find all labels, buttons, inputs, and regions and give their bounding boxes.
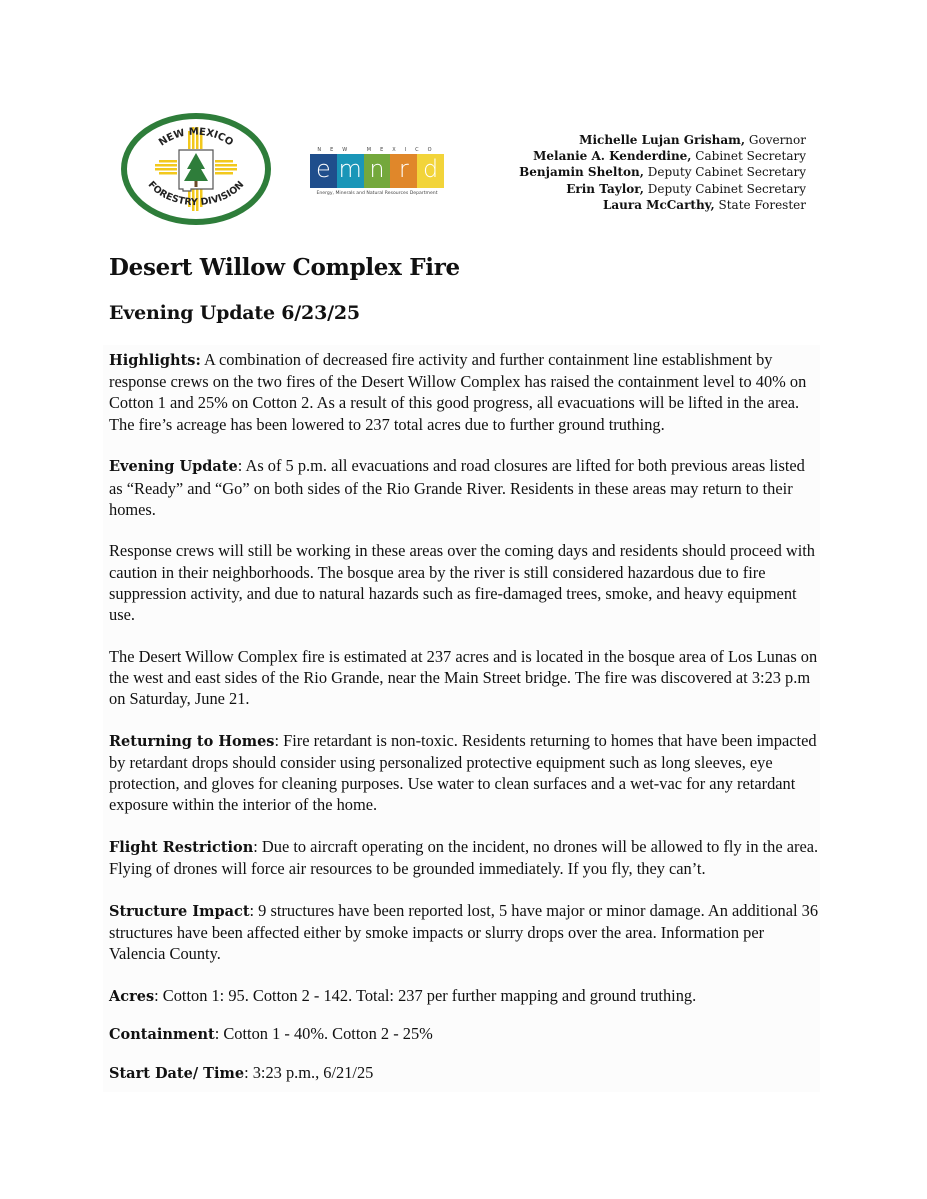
official-line [519, 197, 806, 213]
official-role: Deputy Cabinet Secretary [643, 165, 806, 180]
emnrd-caption: Energy, Minerals and Natural Resources Department [316, 191, 438, 196]
forestry-division-logo [121, 113, 271, 225]
official-name: Laura McCarthy, [602, 197, 715, 212]
highlights-paragraph [109, 349, 821, 435]
structure-impact-paragraph [109, 900, 821, 965]
fire-location-paragraph [109, 646, 821, 710]
official-name: Michelle Lujan Grisham, [579, 133, 746, 147]
evening-update-paragraph [109, 455, 821, 520]
section-label: Evening Update [109, 458, 238, 476]
section-text: : As of 5 p.m. all evacuations and road closures are lifted for both previous areas listed as “Ready” and “Go” on both sides of the Rio Grande River. Residents in these areas may return to their homes. [109, 456, 805, 519]
officials-list [519, 132, 806, 213]
svg-text:NEW MEXICO: NEW MEXICO [157, 126, 235, 149]
official-line [519, 132, 806, 148]
emnrd-logo [310, 146, 444, 202]
section-label: Returning to Homes [109, 732, 275, 750]
document-body [109, 349, 821, 1100]
section-label: Containment [109, 1026, 215, 1044]
official-line [519, 164, 806, 180]
containment-paragraph [109, 1023, 821, 1045]
section-label: Start Date/ Time [109, 1064, 245, 1082]
acres-paragraph [109, 985, 821, 1007]
section-label: Acres [109, 988, 155, 1006]
section-text: : 3:23 p.m., 6/21/25 [244, 1062, 374, 1082]
section-text: : Due to aircraft operating on the incident, no drones will be allowed to fly in the area. Flying of drones will force air resources to be grounded immediately. If you fly, they can’t. [109, 837, 819, 879]
official-name: Benjamin Shelton, [519, 165, 644, 180]
svg-text:FORESTRY DIVISION: FORESTRY DIVISION [145, 179, 247, 209]
emnrd-top-text: NEW MEXICO [317, 147, 441, 153]
official-role: Cabinet Secretary [691, 149, 806, 164]
official-role: Deputy Cabinet Secretary [643, 181, 806, 196]
section-text: : Cotton 1 - 40%. Cotton 2 - 25% [214, 1024, 433, 1044]
section-text: A combination of decreased fire activity and further containment line establishment by response crews on the two fires of the Desert Willow Complex has raised the containment level to 40% on Cotton 1 and 25% on Cotton 2. As a result of this good progress, all evacuations will be lifted in the area. The fire’s acreage has been lowered to 237 total acres due to further ground truthing. [109, 350, 807, 434]
forestry-seal-icon [121, 113, 271, 225]
official-name: Erin Taylor, [566, 181, 644, 196]
emnrd-block-e: e [310, 154, 337, 188]
returning-homes-paragraph [109, 730, 821, 816]
section-text: Response crews will still be working in these areas over the coming days and residents should proceed with caution in their neighborhoods. The bosque area by the river is still considered hazardous due to fire suppression activity, and due to natural hazards such as fire-damaged trees, smoke, and heavy equipment use. [109, 541, 815, 625]
section-text: : Fire retardant is non-toxic. Residents returning to homes that have been impacted by retardant drops should consider using personalized protective equipment such as long sleeves, eye protection, and gloves for cleaning purposes. Use water to clean surfaces and a wet-vac for any retardant exposure within the interior of the home. [109, 730, 817, 815]
official-role: State Forester [714, 197, 806, 212]
emnrd-block-m: m [337, 154, 364, 188]
official-role: Governor [745, 133, 806, 147]
emnrd-block-d: d [417, 154, 444, 188]
emnrd-letter-blocks [310, 154, 444, 188]
section-text: : Cotton 1: 95. Cotton 2 - 142. Total: 237 per further mapping and ground truthing. [154, 986, 697, 1006]
emnrd-block-n: n [364, 154, 391, 188]
document-title: Desert Willow Complex Fire [109, 254, 460, 281]
official-line [519, 181, 806, 197]
flight-restriction-paragraph [109, 836, 821, 879]
document-subtitle: Evening Update 6/23/25 [109, 302, 360, 324]
response-crews-paragraph [109, 540, 821, 625]
section-text: The Desert Willow Complex fire is estimated at 237 acres and is located in the bosque area of Los Lunas on the west and east sides of the Rio Grande, near the Main Street bridge. The fire was discovered at 3:23 p.m on Saturday, June 21. [109, 646, 818, 709]
official-name: Melanie A. Kenderdine, [533, 149, 692, 164]
emnrd-block-r: r [390, 154, 417, 188]
section-label: Flight Restriction [109, 839, 254, 857]
section-label: Structure Impact [109, 903, 250, 921]
section-label: Highlights: [109, 352, 201, 369]
section-text: : 9 structures have been reported lost, 5 have major or minor damage. An additional 36 structures have been affected either by smoke impacts or slurry drops over the area. Information per Valencia County. [109, 901, 819, 964]
official-line [519, 148, 806, 164]
start-date-paragraph [109, 1062, 821, 1084]
